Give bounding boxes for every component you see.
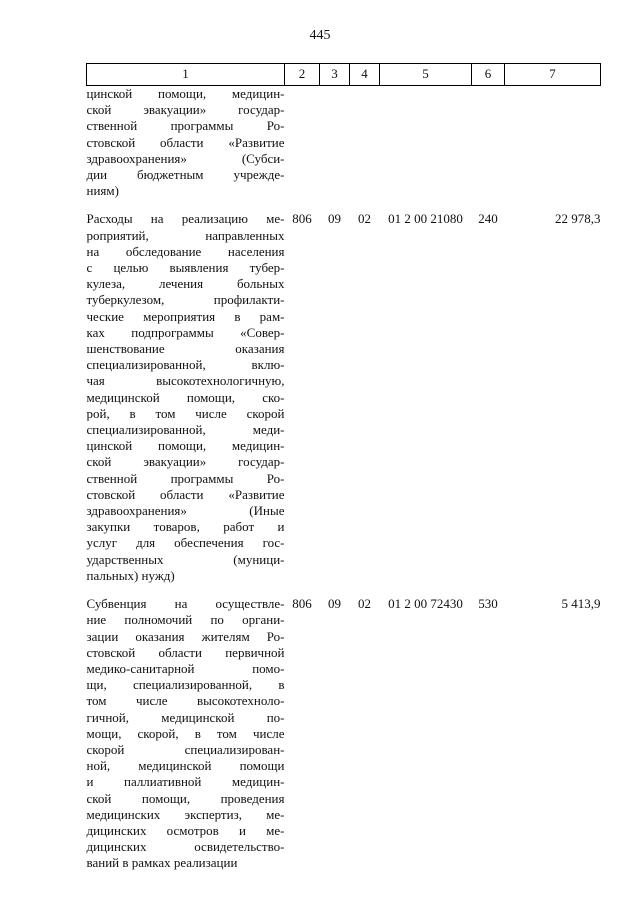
header-col-2: 2 — [285, 64, 320, 86]
row-description — [87, 584, 285, 871]
description-line: ственной программы Ро- — [86, 118, 285, 134]
description-line: ской эвакуации» государ- — [86, 454, 285, 470]
description-line: и паллиативной медицин- — [86, 774, 285, 790]
description-line: медицинской помощи, ско- — [86, 389, 285, 405]
description-line: гичной, медицинской по- — [86, 709, 285, 725]
description-line: Субвенция на осуществле- — [86, 596, 285, 612]
ministry-code: 806 — [292, 596, 312, 612]
description-line: здравоохранения» (Иные — [86, 503, 285, 519]
header-col-5: 5 — [380, 64, 472, 86]
section-code — [320, 86, 350, 200]
ministry-code — [285, 86, 320, 200]
expense-type-code: 530 — [478, 596, 498, 612]
description-line: туберкулезом, профилакти- — [86, 292, 285, 308]
description-line: ной, медицинской помощи — [86, 758, 285, 774]
description-line: ской эвакуации» государ- — [86, 102, 285, 118]
header-row — [87, 64, 601, 86]
description-line: скорой специализирован- — [86, 741, 285, 757]
row-description — [87, 86, 285, 200]
description-line: на обследование населения — [86, 243, 285, 259]
description-line: ударственных (муници- — [86, 551, 285, 567]
description-line: с целью выявления тубер- — [86, 260, 285, 276]
description-line: цинской помощи, медицин- — [86, 438, 285, 454]
description-line: том числе высокотехноло- — [86, 693, 285, 709]
description-line: стовской области первичной — [86, 644, 285, 660]
subsection-code: 02 — [358, 596, 371, 612]
description-line: шенствование оказания — [86, 341, 285, 357]
description-line: мощи, скорой, в том числе — [86, 725, 285, 741]
subsection-code: 02 — [358, 211, 371, 227]
description-line: специализированной, меди- — [86, 422, 285, 438]
amount-value: 5 413,9 — [561, 596, 601, 612]
row-description — [87, 199, 285, 584]
header-col-6: 6 — [472, 64, 505, 86]
header-col-4: 4 — [350, 64, 380, 86]
table-row — [87, 86, 601, 200]
subsection-code — [350, 86, 380, 200]
target-article-code — [380, 86, 472, 200]
description-line: услуг для обеспечения гос- — [86, 535, 285, 551]
description-line: ках подпрограммы «Совер- — [86, 324, 285, 340]
description-line: закупки товаров, работ и — [86, 519, 285, 535]
description-line: стовской области «Развитие — [86, 134, 285, 150]
description-line: дии бюджетным учрежде- — [86, 167, 285, 183]
header-col-1: 1 — [87, 64, 285, 86]
description-line: здравоохранения» (Субси- — [86, 150, 285, 166]
description-line: ниям) — [86, 183, 119, 199]
budget-table — [86, 63, 601, 872]
description-line: рой, в том числе скорой — [86, 405, 285, 421]
description-line: щи, специализированной, в — [86, 677, 285, 693]
amount-value: 22 978,3 — [555, 211, 601, 227]
ministry-code: 806 — [292, 211, 312, 227]
amount-value — [505, 86, 601, 200]
table-row — [87, 199, 601, 584]
description-line: пальных) нужд) — [86, 567, 175, 583]
expense-type-code: 240 — [478, 211, 498, 227]
description-line: стовской области «Развитие — [86, 486, 285, 502]
expense-type-code — [472, 86, 505, 200]
description-line: дицинских осмотров и ме- — [86, 822, 285, 838]
description-line: цинской помощи, медицин- — [86, 86, 285, 101]
header-col-3: 3 — [320, 64, 350, 86]
description-line: ственной программы Ро- — [86, 470, 285, 486]
description-line: кулеза, лечения больных — [86, 276, 285, 292]
description-line: Расходы на реализацию ме- — [86, 211, 285, 227]
description-line: ваний в рамках реализации — [86, 855, 238, 871]
description-line: дицинских освидетельство- — [86, 839, 285, 855]
description-line: медицинских экспертиз, ме- — [86, 806, 285, 822]
table-row — [87, 584, 601, 871]
description-line: ние полномочий по органи- — [86, 612, 285, 628]
target-article-code: 01 2 00 72430 — [388, 596, 463, 612]
description-line: зации оказания жителям Ро- — [86, 628, 285, 644]
description-line: ческие мероприятия в рам- — [86, 308, 285, 324]
description-line: роприятий, направленных — [86, 227, 285, 243]
target-article-code: 01 2 00 21080 — [388, 211, 463, 227]
description-line: ской помощи, проведения — [86, 790, 285, 806]
section-code: 09 — [328, 596, 341, 612]
description-line: медико-санитарной помо- — [86, 660, 285, 676]
description-line: специализированной, вклю- — [86, 357, 285, 373]
header-col-7: 7 — [505, 64, 601, 86]
section-code: 09 — [328, 211, 341, 227]
description-line: чая высокотехнологичную, — [86, 373, 285, 389]
page-number: 445 — [309, 28, 331, 43]
